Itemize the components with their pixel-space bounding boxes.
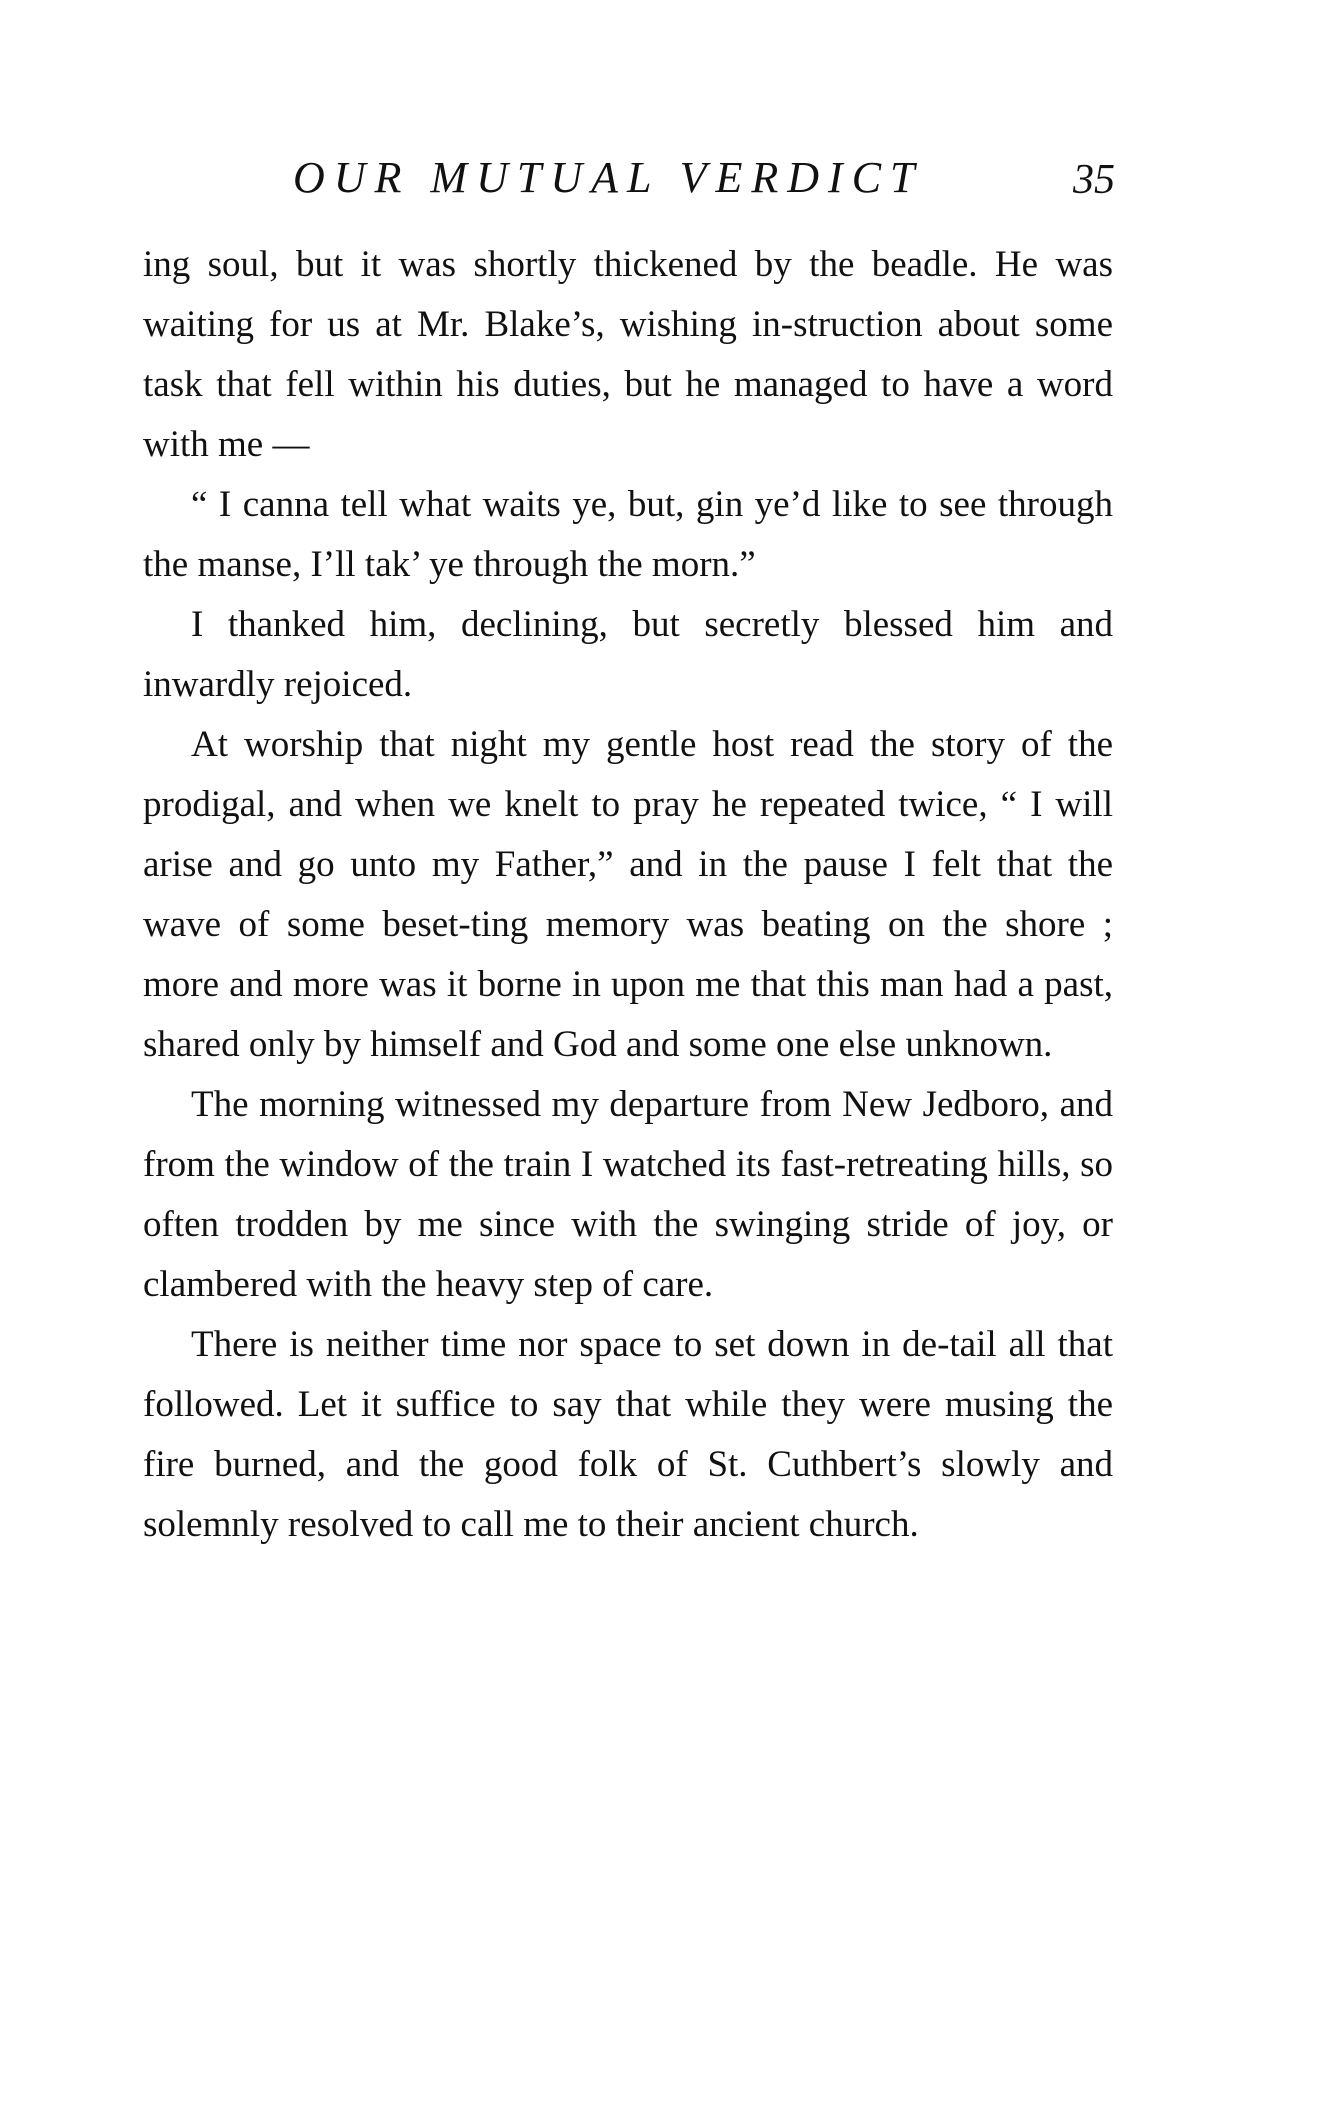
body-text	[143, 235, 1113, 1555]
paragraph-continuation: ing soul, but it was shortly thickened by the beadle. He was waiting for us at Mr. Blake’s, wishing in-struction about some task that fell within his duties, but he managed to have a word with me —	[143, 244, 1113, 465]
paragraph-beadle-quote: “ I canna tell what waits ye, but, gin ye’d like to see through the manse, I’ll tak’ ye through the morn.”	[143, 484, 1113, 585]
paragraph-call: There is neither time nor space to set down in de-tail all that followed. Let it suffice to say that while they were musing the fire burned, and the good folk of St. Cuthbert’s slowly and solemnly resolved to call me to their ancient church.	[143, 1324, 1113, 1545]
running-title: OUR MUTUAL VERDICT	[293, 153, 924, 202]
paragraph-thanked: I thanked him, declining, but secretly blessed him and inwardly rejoiced.	[143, 604, 1113, 705]
paragraph-departure: The morning witnessed my departure from New Jedboro, and from the window of the train I watched its fast-retreating hills, so often trodden by me since with the swinging stride of joy, or clambered with the heavy step of care.	[143, 1084, 1113, 1305]
running-head	[143, 148, 1123, 208]
paragraph-worship: At worship that night my gentle host read the story of the prodigal, and when we knelt to pray he repeated twice, “ I will arise and go unto my Father,” and in the pause I felt that the wave of some beset-ting memory was beating on the shore ; more and more was it borne in upon me that this man had a past, shared only by himself and God and some one else unknown.	[143, 724, 1113, 1065]
page-number: 35	[1073, 157, 1115, 203]
